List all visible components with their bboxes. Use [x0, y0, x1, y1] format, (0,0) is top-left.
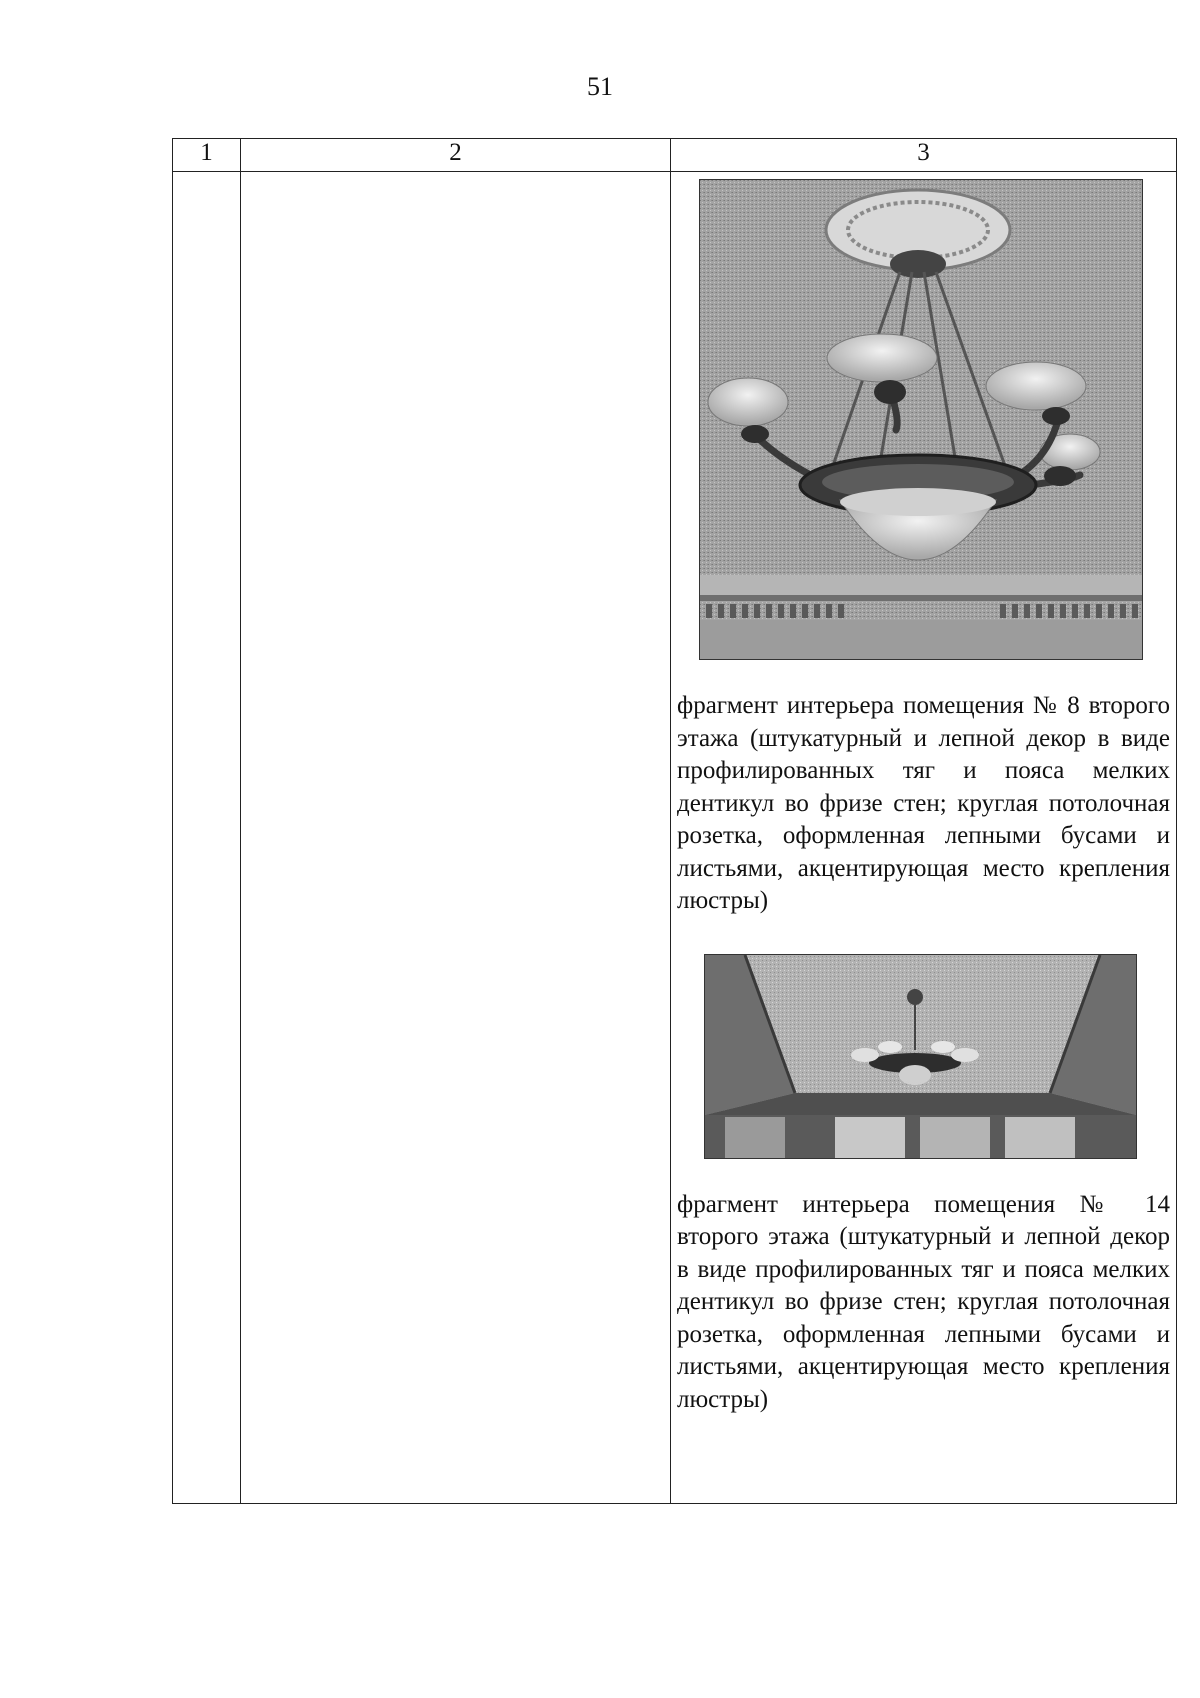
header-cell-1: 1 [173, 139, 241, 172]
heritage-table [172, 138, 1177, 1504]
page-number: 51 [587, 72, 613, 101]
room-ceiling-photo [704, 954, 1137, 1159]
cell-photos [671, 172, 1177, 1504]
cell-description [241, 172, 671, 1504]
header-cell-2: 2 [241, 139, 671, 172]
table-row [173, 172, 1177, 1504]
photo-caption-2: фрагмент интерьера помещения № 14 второго этажа (штукатурный и лепной декор в виде профилированных тяг и пояса мелких дентикул во фризе стен; круглая потолочная розетка, оформленная лепными бусами и листьями, акцентирующая место крепления люстры) [677, 1190, 1170, 1413]
photo-caption-1: фрагмент интерьера помещения № 8 второго этажа (штукатурный и лепной декор в виде профилированных тяг и пояса мелких дентикул во фризе стен; круглая потолочная розетка, оформленная лепными бусами и листьями, акцентирующая место крепления люстры) [677, 692, 1170, 914]
table-header-row [173, 139, 1177, 172]
cell-number [173, 172, 241, 1504]
header-cell-3: 3 [671, 139, 1177, 172]
chandelier-photo [699, 179, 1143, 660]
